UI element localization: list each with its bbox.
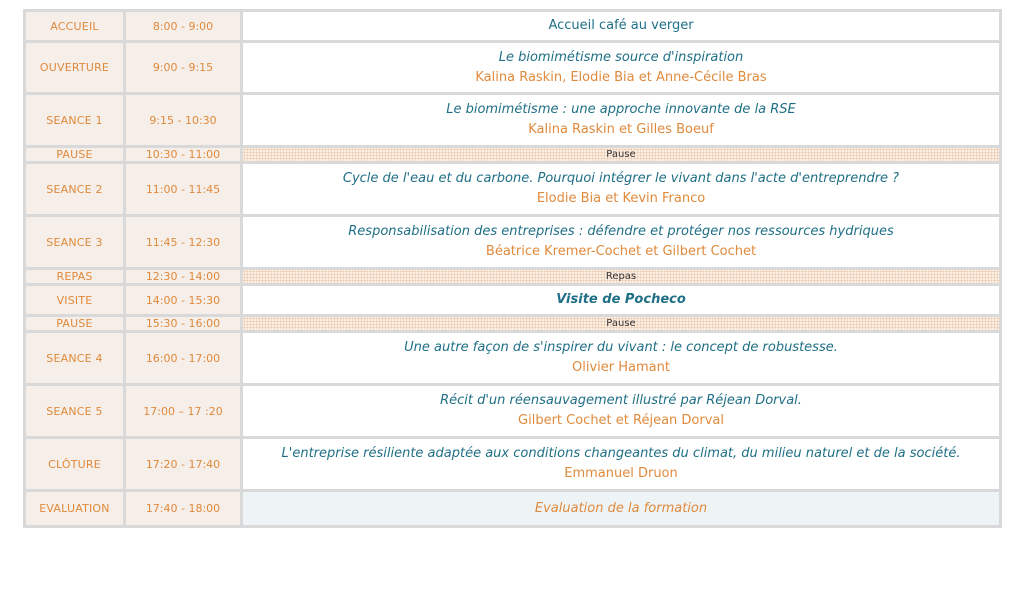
session-title: Visite de Pocheco: [556, 292, 686, 307]
session-speakers: Gilbert Cochet et Réjean Dorval: [518, 413, 724, 428]
session-title: Cycle de l'eau et du carbone. Pourquoi intégrer le vivant dans l'acte d'entreprendre ?: [342, 171, 900, 186]
session-content: [243, 217, 999, 267]
session-time: 17:20 - 17:40: [126, 439, 243, 489]
session-time: 14:00 - 15:30: [126, 286, 243, 314]
break-content: Pause: [243, 148, 999, 161]
table-row: [26, 270, 999, 286]
break-content: Repas: [243, 270, 999, 283]
schedule-table: [23, 9, 1002, 528]
session-title: Responsabilisation des entreprises : défendre et protéger nos ressources hydriques: [348, 224, 894, 239]
session-time: 17:00 – 17 :20: [126, 386, 243, 436]
session-content: [243, 386, 999, 436]
session-label: SEANCE 1: [26, 95, 126, 145]
table-row: [26, 95, 999, 148]
table-row: [26, 286, 999, 317]
table-row: [26, 217, 999, 270]
session-label: SEANCE 4: [26, 333, 126, 383]
session-content: [243, 43, 999, 92]
table-row: [26, 164, 999, 217]
session-speakers: Elodie Bia et Kevin Franco: [536, 191, 706, 206]
session-title: Le biomimétisme : une approche innovante de la RSE: [446, 102, 796, 117]
session-speakers: Olivier Hamant: [572, 360, 670, 375]
session-time: 8:00 - 9:00: [126, 12, 243, 40]
session-content: [243, 333, 999, 383]
table-row: [26, 333, 999, 386]
session-title: L'entreprise résiliente adaptée aux conditions changeantes du climat, du milieu naturel et de la société.: [281, 446, 961, 461]
session-content: [243, 439, 999, 489]
session-label: CLÔTURE: [26, 439, 126, 489]
session-label: EVALUATION: [26, 492, 126, 525]
table-row: [26, 439, 999, 492]
session-content: [243, 95, 999, 145]
session-label: OUVERTURE: [26, 43, 126, 92]
session-speakers: Béatrice Kremer-Cochet et Gilbert Cochet: [485, 244, 757, 259]
session-title: Le biomimétisme source d'inspiration: [498, 49, 744, 65]
session-time: 11:45 - 12:30: [126, 217, 243, 267]
session-content: [243, 492, 999, 525]
session-time: 17:40 - 18:00: [126, 492, 243, 525]
session-speakers: Kalina Raskin, Elodie Bia et Anne-Cécile Bras: [475, 69, 767, 85]
table-row: [26, 492, 999, 525]
session-time: 10:30 - 11:00: [126, 148, 243, 161]
session-label: SEANCE 3: [26, 217, 126, 267]
session-label: REPAS: [26, 270, 126, 283]
session-time: 9:00 - 9:15: [126, 43, 243, 92]
session-label: SEANCE 2: [26, 164, 126, 214]
session-label: SEANCE 5: [26, 386, 126, 436]
session-time: 9:15 - 10:30: [126, 95, 243, 145]
session-title: Récit d'un réensauvagement illustré par Réjean Dorval.: [440, 393, 802, 408]
session-title: Accueil café au verger: [548, 18, 694, 33]
session-time: 11:00 - 11:45: [126, 164, 243, 214]
session-content: [243, 12, 999, 40]
table-row: [26, 148, 999, 164]
session-speakers: Emmanuel Druon: [564, 466, 678, 481]
table-row: [26, 386, 999, 439]
session-speakers: Kalina Raskin et Gilles Boeuf: [528, 122, 714, 137]
session-label: PAUSE: [26, 148, 126, 161]
table-row: [26, 12, 999, 43]
table-row: [26, 317, 999, 333]
session-time: 12:30 - 14:00: [126, 270, 243, 283]
session-time: 15:30 - 16:00: [126, 317, 243, 330]
session-label: PAUSE: [26, 317, 126, 330]
break-content: Pause: [243, 317, 999, 330]
table-row: [26, 43, 999, 95]
session-title: Une autre façon de s'inspirer du vivant : le concept de robustesse.: [404, 340, 838, 355]
session-label: ACCUEIL: [26, 12, 126, 40]
session-title: Evaluation de la formation: [534, 501, 708, 516]
session-content: [243, 286, 999, 314]
session-label: VISITE: [26, 286, 126, 314]
session-content: [243, 164, 999, 214]
session-time: 16:00 - 17:00: [126, 333, 243, 383]
